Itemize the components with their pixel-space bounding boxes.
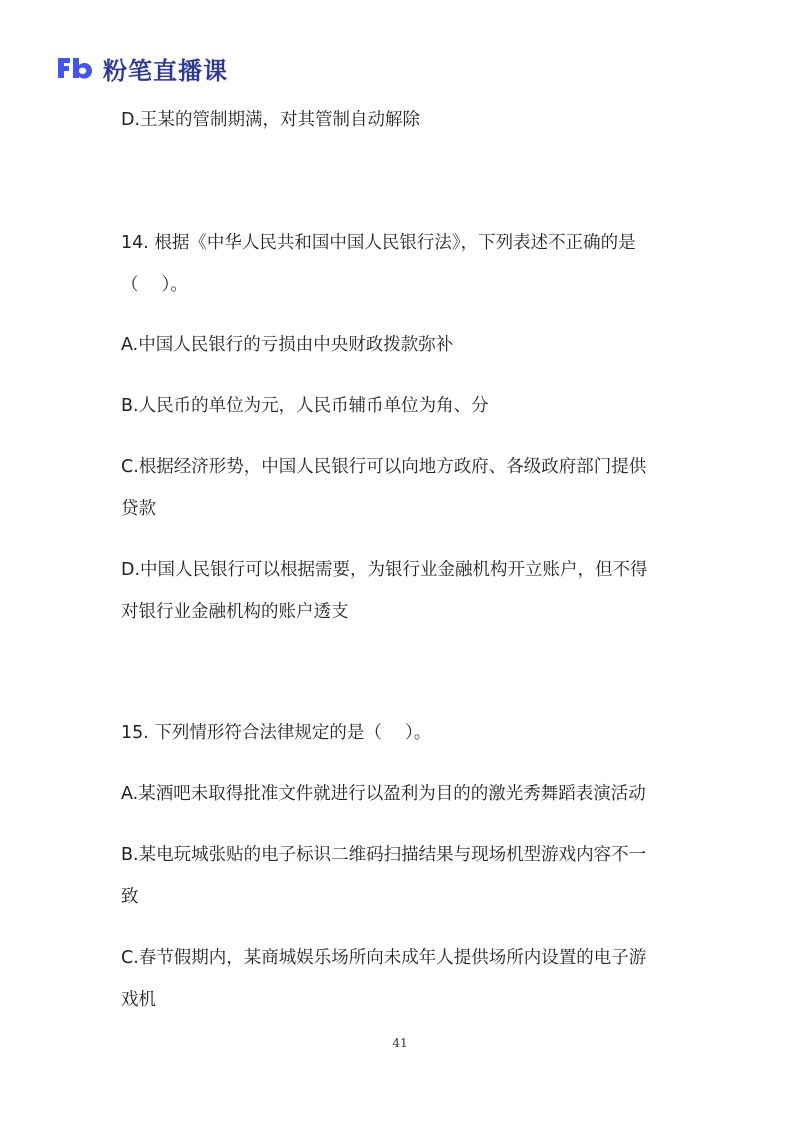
page-number: 41 (392, 1036, 408, 1050)
header (55, 48, 228, 88)
q14-option-d-line-1: D.中国人民银行可以根据需要，为银行业金融机构开立账户，但不得 (121, 560, 648, 580)
q14-stem-line-1: 14. 根据《中华人民共和国中国人民银行法》，下列表述不正确的是 (121, 233, 636, 253)
q15-option-b-line-2: 致 (121, 887, 139, 907)
q15-option-c-line-2: 戏机 (121, 990, 156, 1010)
q15-option-c-line-1: C.春节假期内，某商城娱乐场所向未成年人提供场所内设置的电子游 (121, 948, 647, 968)
q15-stem: 15. 下列情形符合法律规定的是（ ）。 (121, 723, 432, 743)
q14-option-b: B.人民币的单位为元，人民币辅币单位为角、分 (121, 396, 489, 416)
fenbi-logo-icon (55, 55, 95, 81)
q14-option-d-line-2: 对银行业金融机构的账户透支 (121, 602, 349, 622)
q15-option-a: A.某酒吧未取得批准文件就进行以盈利为目的的激光秀舞蹈表演活动 (121, 784, 646, 804)
q14-option-c-line-2: 贷款 (121, 499, 156, 519)
q14-option-a: A.中国人民银行的亏损由中央财政拨款弥补 (121, 335, 454, 355)
q14-stem-line-2: （ ）。 (121, 275, 188, 295)
q15-option-b-line-1: B.某电玩城张贴的电子标识二维码扫描结果与现场机型游戏内容不一 (121, 845, 647, 865)
q13-option-d: D.王某的管制期满，对其管制自动解除 (121, 110, 421, 130)
q14-option-c-line-1: C.根据经济形势，中国人民银行可以向地方政府、各级政府部门提供 (121, 457, 647, 477)
brand-name: 粉笔直播课 (103, 56, 228, 85)
